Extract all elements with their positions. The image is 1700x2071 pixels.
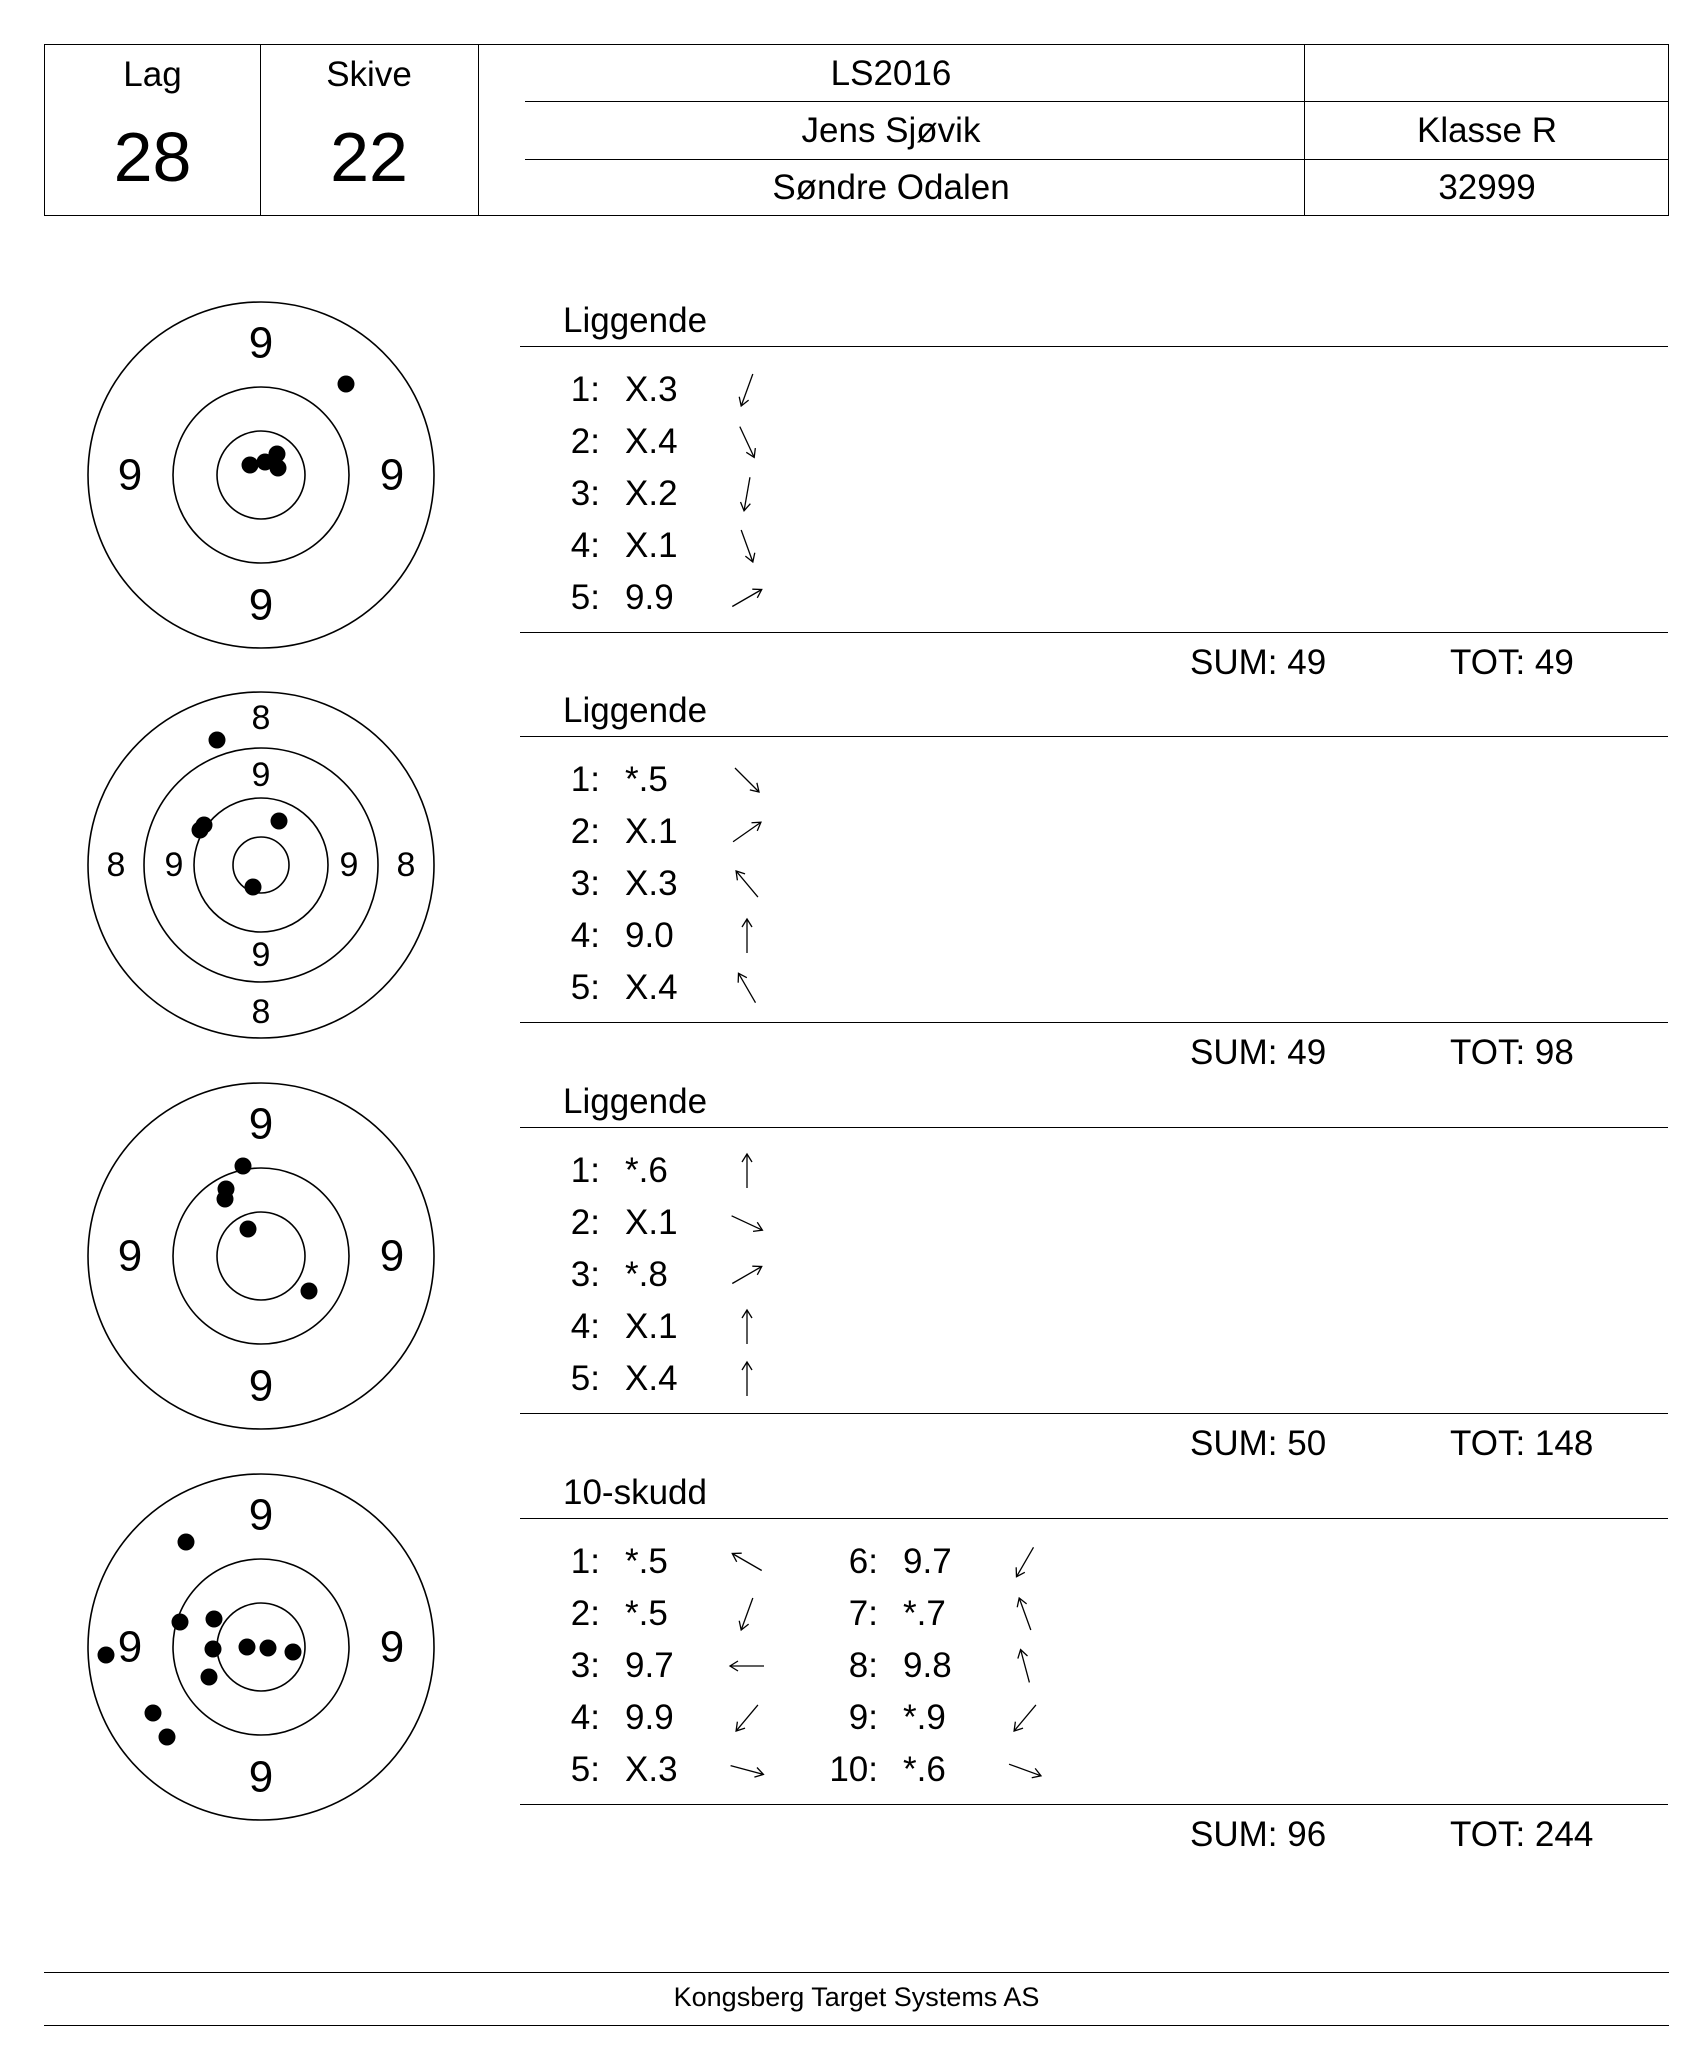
shot-hole (98, 1647, 115, 1664)
shot-hole (235, 1158, 252, 1175)
direction-arrow-icon (725, 1696, 769, 1740)
shot-hole (260, 1640, 277, 1657)
series-rule (520, 1804, 1668, 1805)
ring-label: 9 (379, 450, 405, 500)
direction-arrow-icon (725, 472, 769, 516)
direction-arrow-icon (725, 1644, 769, 1688)
shooter-name: Jens Sjøvik (801, 111, 981, 150)
shot-score: X.1 (625, 526, 678, 565)
shot-number: 3: (570, 474, 600, 513)
direction-arrow-icon (725, 420, 769, 464)
shot-score: X.1 (625, 1307, 678, 1346)
direction-arrow-icon (1003, 1592, 1047, 1636)
series-rule (520, 1413, 1668, 1414)
series-rule (520, 632, 1668, 633)
shot-hole (145, 1705, 162, 1722)
shot-number: 9: (848, 1698, 878, 1737)
shot-number: 4: (570, 916, 600, 955)
shot-score: 9.8 (903, 1646, 952, 1685)
direction-arrow-icon (725, 758, 769, 802)
series-rule (520, 346, 1668, 347)
lag-value: 28 (113, 118, 192, 196)
shooting-target (86, 690, 436, 1040)
ring-label: 9 (339, 846, 359, 884)
shot-hole (205, 1641, 222, 1658)
shot-score: 9.9 (625, 578, 674, 617)
direction-arrow-icon (1003, 1540, 1047, 1584)
shot-score: 9.7 (625, 1646, 674, 1685)
shot-hole (206, 1611, 223, 1628)
shot-score: X.4 (625, 968, 678, 1007)
series-title: Liggende (563, 691, 708, 730)
series-sum: SUM: 50 (1190, 1424, 1327, 1463)
series-total: TOT: 98 (1450, 1033, 1574, 1072)
ring-label: 9 (164, 846, 184, 884)
ring-label: 9 (248, 1099, 274, 1149)
direction-arrow-icon (725, 862, 769, 906)
direction-arrow-icon (725, 1592, 769, 1636)
shooting-target (86, 1472, 436, 1822)
shot-number: 8: (848, 1646, 878, 1685)
footer-rule (44, 1972, 1669, 1973)
shot-hole (271, 813, 288, 830)
direction-arrow-icon (1003, 1644, 1047, 1688)
ring-label: 9 (248, 1752, 274, 1802)
shot-number: 6: (848, 1542, 878, 1581)
shot-number: 2: (570, 1594, 600, 1633)
shot-score: X.1 (625, 1203, 678, 1242)
target-ring (217, 1212, 305, 1300)
shot-score: *.7 (903, 1594, 946, 1633)
shot-number: 1: (570, 760, 600, 799)
series-rule (520, 1127, 1668, 1128)
direction-arrow-icon (725, 810, 769, 854)
shot-hole (242, 457, 259, 474)
ring-label: 8 (251, 993, 271, 1031)
series-sum: SUM: 49 (1190, 643, 1327, 682)
target-ring (88, 692, 434, 1038)
series-total: TOT: 49 (1450, 643, 1574, 682)
shot-hole (338, 376, 355, 393)
shooting-target (86, 300, 436, 650)
direction-arrow-icon (725, 914, 769, 958)
shot-score: *.6 (625, 1151, 668, 1190)
shot-hole (217, 1191, 234, 1208)
shot-score: *.9 (903, 1698, 946, 1737)
direction-arrow-icon (725, 1149, 769, 1193)
direction-arrow-icon (725, 368, 769, 412)
shot-hole (239, 1639, 256, 1656)
shooter-class: Klasse R (1416, 111, 1558, 150)
series-rule (520, 1518, 1668, 1519)
shot-hole (201, 1669, 218, 1686)
shot-score: X.3 (625, 370, 678, 409)
direction-arrow-icon (725, 1201, 769, 1245)
series-title: Liggende (563, 1082, 708, 1121)
shot-hole (209, 732, 226, 749)
ring-label: 9 (117, 1622, 143, 1672)
shot-score: *.8 (625, 1255, 668, 1294)
shot-score: X.2 (625, 474, 678, 513)
direction-arrow-icon (725, 1748, 769, 1792)
direction-arrow-icon (725, 1253, 769, 1297)
shot-hole (159, 1729, 176, 1746)
shot-number: 5: (570, 578, 600, 617)
ring-label: 8 (106, 846, 126, 884)
shot-number: 5: (570, 1750, 600, 1789)
target-ring (194, 798, 328, 932)
shot-number: 7: (848, 1594, 878, 1633)
series-sum: SUM: 49 (1190, 1033, 1327, 1072)
footer-text: Kongsberg Target Systems AS (673, 1982, 1040, 2012)
series-rule (520, 1022, 1668, 1023)
shot-number: 4: (570, 1698, 600, 1737)
series-rule (520, 736, 1668, 737)
shot-number: 2: (570, 422, 600, 461)
series-title: Liggende (563, 301, 708, 340)
shot-score: X.3 (625, 864, 678, 903)
ring-label: 9 (248, 1490, 274, 1540)
ring-label: 8 (396, 846, 416, 884)
shot-number: 4: (570, 1307, 600, 1346)
series-title: 10-skudd (563, 1473, 707, 1512)
ring-label: 9 (379, 1622, 405, 1672)
shot-hole (172, 1614, 189, 1631)
shot-score: *.5 (625, 1542, 668, 1581)
ring-label: 9 (117, 450, 143, 500)
direction-arrow-icon (1003, 1748, 1047, 1792)
direction-arrow-icon (725, 524, 769, 568)
shot-score: X.4 (625, 1359, 678, 1398)
skive-value: 22 (330, 118, 408, 196)
shot-number: 4: (570, 526, 600, 565)
event-name: LS2016 (830, 54, 952, 93)
shot-hole (285, 1644, 302, 1661)
target-ring (217, 431, 305, 519)
header-table (44, 44, 1669, 216)
series-total: TOT: 148 (1450, 1424, 1594, 1463)
shot-number: 1: (570, 1542, 600, 1581)
shot-number: 1: (570, 1151, 600, 1190)
shot-score: X.1 (625, 812, 678, 851)
ring-label: 9 (117, 1231, 143, 1281)
shot-hole (196, 817, 213, 834)
series-block (0, 1472, 1700, 1862)
shot-number: 10: (829, 1750, 878, 1789)
target-ring (173, 387, 349, 563)
shot-hole (240, 1221, 257, 1238)
footer-rule (44, 2025, 1669, 2026)
direction-arrow-icon (725, 966, 769, 1010)
shot-hole (245, 879, 262, 896)
shot-number: 5: (570, 1359, 600, 1398)
shot-score: 9.0 (625, 916, 674, 955)
shot-number: 3: (570, 1646, 600, 1685)
target-ring (173, 1168, 349, 1344)
skive-label: Skive (326, 55, 412, 94)
series-block (0, 690, 1700, 1080)
shot-score: *.5 (625, 1594, 668, 1633)
direction-arrow-icon (1003, 1696, 1047, 1740)
shot-hole (270, 460, 287, 477)
direction-arrow-icon (725, 576, 769, 620)
shot-score: 9.7 (903, 1542, 952, 1581)
shot-number: 2: (570, 812, 600, 851)
shooter-id: 32999 (1438, 168, 1536, 207)
shot-score: X.3 (625, 1750, 678, 1789)
ring-label: 9 (248, 580, 274, 630)
series-total: TOT: 244 (1450, 1815, 1594, 1854)
shot-score: *.5 (625, 760, 668, 799)
ring-label: 9 (379, 1231, 405, 1281)
series-block (0, 300, 1700, 690)
ring-label: 9 (251, 756, 271, 794)
direction-arrow-icon (725, 1357, 769, 1401)
shot-hole (178, 1534, 195, 1551)
ring-label: 9 (251, 936, 271, 974)
direction-arrow-icon (725, 1305, 769, 1349)
shot-number: 2: (570, 1203, 600, 1242)
shot-number: 1: (570, 370, 600, 409)
ring-label: 9 (248, 318, 274, 368)
shot-number: 3: (570, 864, 600, 903)
shot-score: X.4 (625, 422, 678, 461)
series-block (0, 1081, 1700, 1471)
shot-score: *.6 (903, 1750, 946, 1789)
shot-number: 3: (570, 1255, 600, 1294)
ring-label: 8 (251, 699, 271, 737)
direction-arrow-icon (725, 1540, 769, 1584)
ring-label: 9 (248, 1361, 274, 1411)
shooting-target (86, 1081, 436, 1431)
shot-hole (301, 1283, 318, 1300)
shot-number: 5: (570, 968, 600, 1007)
series-sum: SUM: 96 (1190, 1815, 1327, 1854)
club-name: Søndre Odalen (772, 168, 1010, 207)
shot-score: 9.9 (625, 1698, 674, 1737)
lag-label: Lag (123, 55, 182, 94)
